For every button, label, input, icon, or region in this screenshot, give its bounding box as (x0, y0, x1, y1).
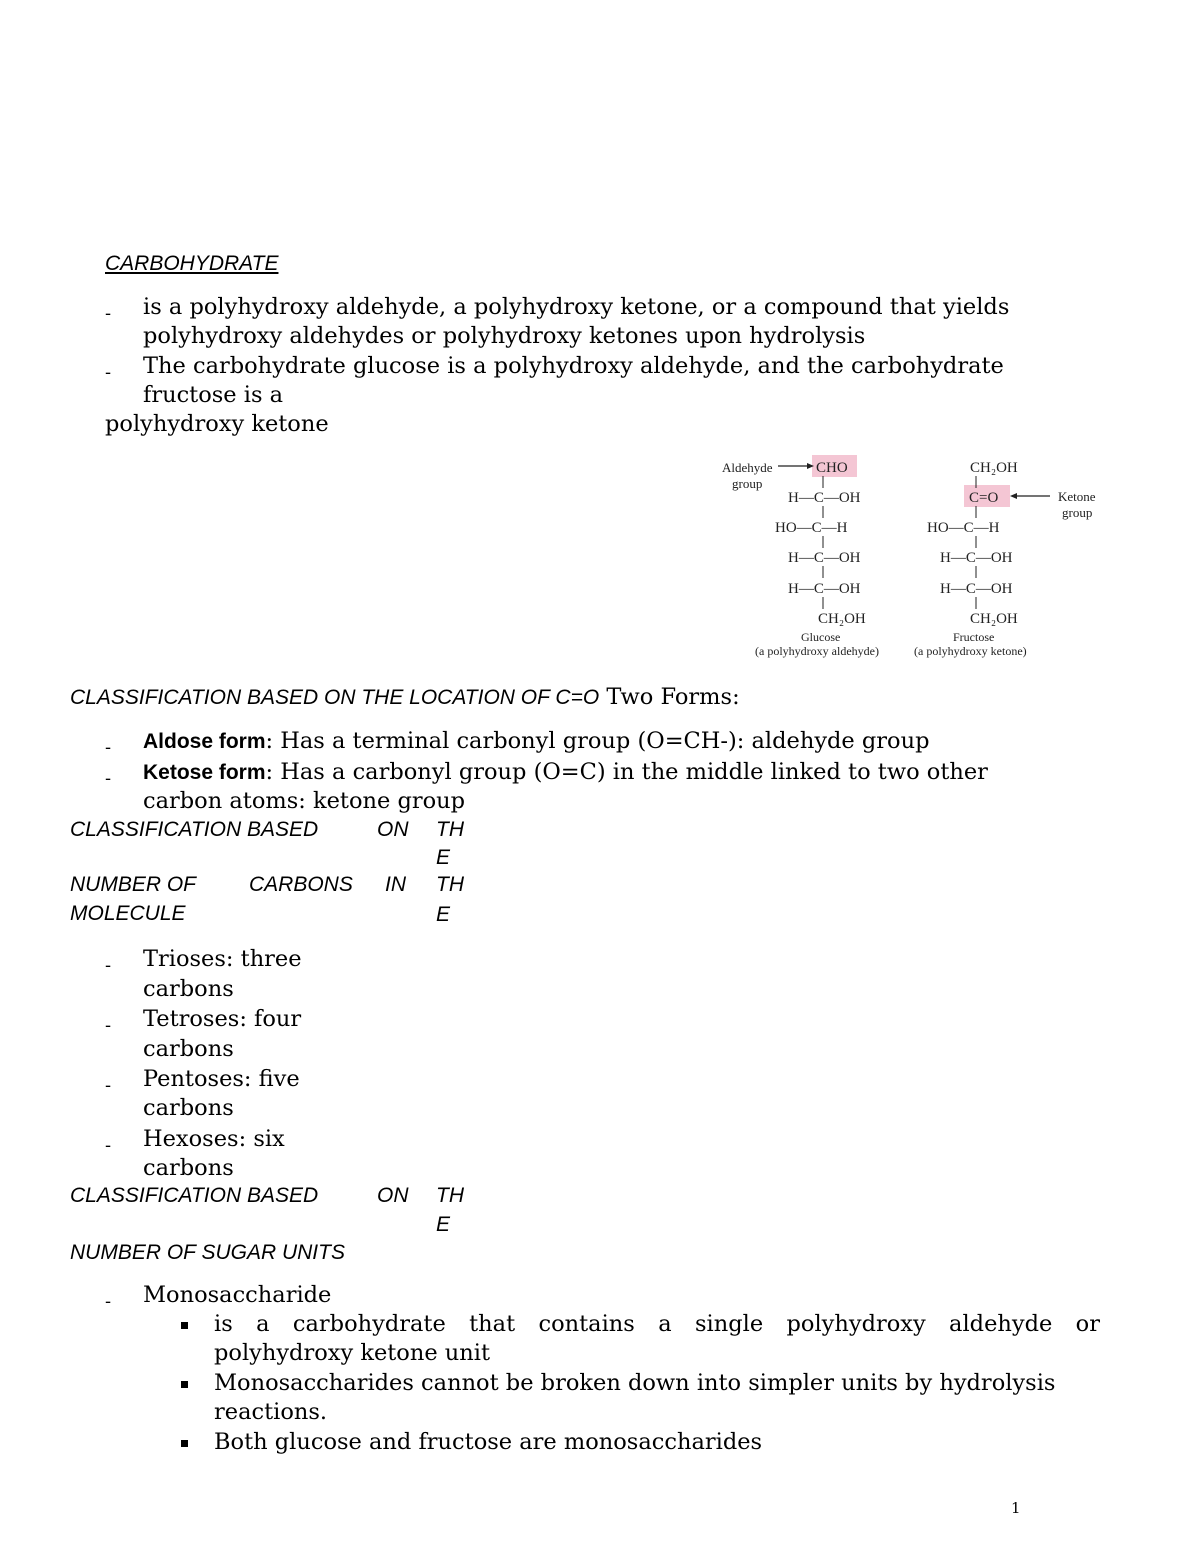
mono-bullet-1b: polyhydroxy ketone unit (214, 1340, 491, 1366)
ketone-arrowhead (1010, 493, 1017, 499)
carbon-item: carbons (143, 1155, 234, 1181)
glucose-fructose-figure (712, 448, 1112, 673)
intro-line: polyhydroxy ketone (105, 411, 329, 437)
carbon-item: carbons (143, 976, 234, 1002)
dash-bullet: - (105, 1135, 112, 1156)
glucose-top: CHO (816, 460, 848, 476)
carbon-heading-7b: E (436, 903, 451, 926)
fructose-carbonyl: C=O (969, 490, 999, 506)
fructose-row: HO—C—H (927, 520, 1000, 536)
fructose-desc: (a polyhydroxy ketone) (914, 644, 1027, 658)
carbon-heading-4: NUMBER OF (70, 873, 196, 896)
ketose-text-2: carbon atoms: ketone group (143, 788, 466, 814)
mono-bullet-1: is a carbohydrate that contains a single polyhydroxy aldehyde or (214, 1311, 1100, 1337)
location-heading-tail: Two Forms: (599, 684, 740, 710)
aldehyde-label-2: group (732, 476, 763, 491)
intro-line: fructose is a (143, 382, 284, 408)
sugar-heading-2: ON (377, 1184, 409, 1207)
carbon-heading-2: ON (377, 818, 409, 841)
glucose-row: HO—C—H (775, 520, 848, 536)
dash-bullet: - (105, 362, 112, 383)
intro-line: The carbohydrate glucose is a polyhydroxy aldehyde, and the carbohydrate (143, 353, 1004, 379)
carbon-item: Pentoses: five (143, 1066, 300, 1092)
mono-bullet-3: Both glucose and fructose are monosaccharides (214, 1429, 763, 1455)
dash-bullet: - (105, 955, 112, 976)
fructose-bottom: CH₂OH (970, 611, 1018, 627)
page-number: 1 (1011, 1499, 1021, 1517)
glucose-row: H—C—OH (788, 550, 861, 566)
mono-bullet-2: Monosaccharides cannot be broken down into simpler units by hydrolysis (214, 1370, 1056, 1396)
carbon-heading-5: CARBONS (249, 873, 353, 896)
ketone-label: Ketone (1058, 489, 1096, 504)
carbon-item: Hexoses: six (143, 1126, 285, 1152)
dash-bullet: - (105, 768, 112, 789)
sugar-heading-1: CLASSIFICATION BASED (70, 1184, 319, 1207)
fructose-top: CH₂OH (970, 460, 1018, 476)
carbon-item: Tetroses: four (143, 1006, 302, 1032)
dash-bullet: - (105, 1291, 112, 1312)
aldose-text: : Has a terminal carbonyl group (O=CH-): aldehyde group (265, 728, 930, 754)
dash-bullet: - (105, 1015, 112, 1036)
sugar-heading-4: NUMBER OF SUGAR UNITS (70, 1241, 345, 1264)
fructose-row: H—C—OH (940, 550, 1013, 566)
aldehyde-label: Aldehyde (722, 460, 773, 475)
sugar-heading-3b: E (436, 1213, 451, 1236)
glucose-row: H—C—OH (788, 490, 861, 506)
sugar-heading-3: TH (436, 1184, 464, 1207)
glucose-desc: (a polyhydroxy aldehyde) (755, 644, 879, 658)
ketone-label-2: group (1062, 505, 1093, 520)
aldose-line (143, 728, 930, 754)
carbon-heading-1: CLASSIFICATION BASED (70, 818, 319, 841)
location-heading-line (70, 684, 740, 710)
ketose-text: : Has a carbonyl group (O=C) in the middle linked to two other (265, 759, 988, 785)
glucose-name: Glucose (801, 630, 841, 644)
carbon-heading-8: MOLECULE (70, 902, 186, 925)
intro-line: is a polyhydroxy aldehyde, a polyhydroxy ketone, or a compound that yields (143, 294, 1010, 320)
mono-label: Monosaccharide (143, 1282, 332, 1308)
carbon-heading-3b: E (436, 846, 451, 869)
dash-bullet: - (105, 1075, 112, 1096)
fructose-row: H—C—OH (940, 581, 1013, 597)
fructose-name: Fructose (953, 630, 995, 644)
carbon-item: carbons (143, 1095, 234, 1121)
intro-line: polyhydroxy aldehydes or polyhydroxy ketones upon hydrolysis (143, 323, 866, 349)
square-bullet (181, 1381, 188, 1388)
ketose-line (143, 759, 988, 785)
dash-bullet: - (105, 737, 112, 758)
carbon-heading-7: TH (436, 873, 464, 896)
glucose-bottom: CH₂OH (818, 611, 866, 627)
carbon-item: carbons (143, 1036, 234, 1062)
square-bullet (181, 1440, 188, 1447)
mono-bullet-2b: reactions. (214, 1399, 328, 1425)
carbon-heading-6: IN (385, 873, 406, 896)
page-title: CARBOHYDRATE (105, 252, 279, 275)
ketose-label: Ketose form (143, 761, 266, 784)
square-bullet (181, 1322, 188, 1329)
aldose-label: Aldose form (143, 730, 266, 753)
glucose-row: H—C—OH (788, 581, 861, 597)
dash-bullet: - (105, 303, 112, 324)
carbon-heading-3: TH (436, 818, 464, 841)
carbon-item: Trioses: three (143, 946, 302, 972)
location-heading: CLASSIFICATION BASED ON THE LOCATION OF C=O (70, 686, 600, 709)
